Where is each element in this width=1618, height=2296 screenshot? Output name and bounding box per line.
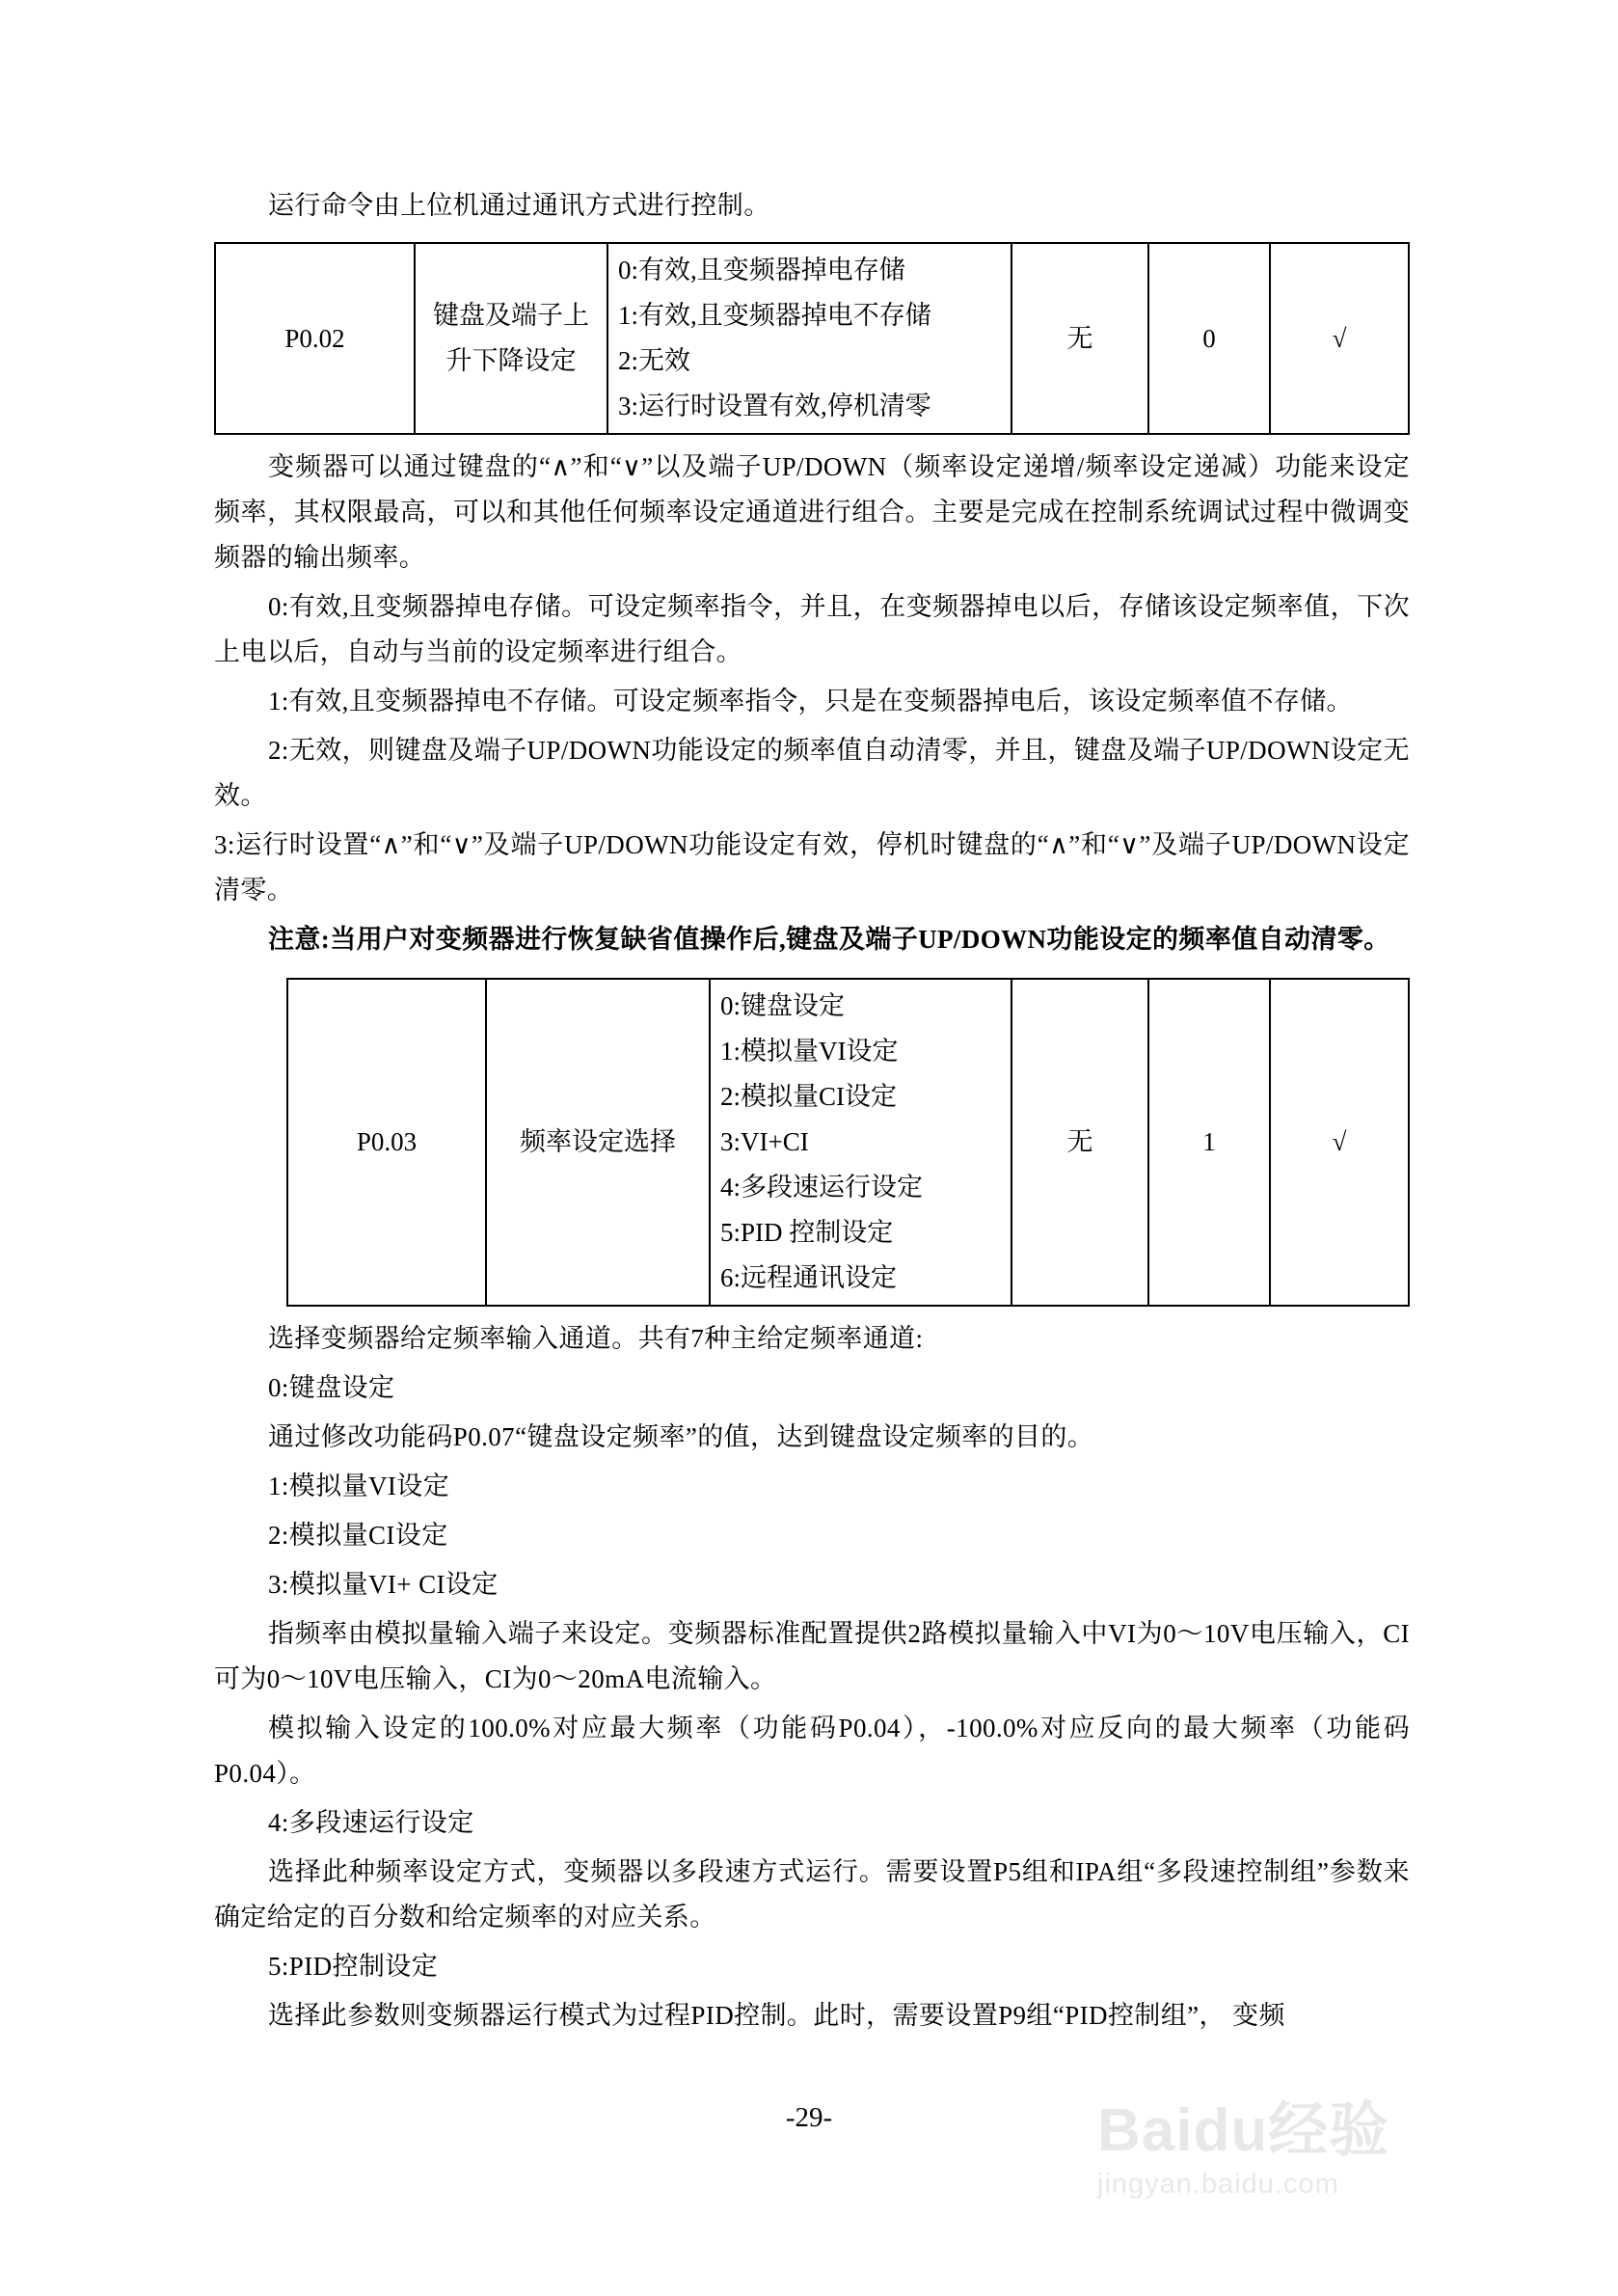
page-number: -29-	[785, 2102, 833, 2133]
param-name: 键盘及端子上升下降设定	[415, 243, 607, 434]
option-item: 1:有效,且变频器掉电不存储	[618, 301, 931, 330]
body-paragraph-5: 3:运行时设置“∧”和“∨”及端子UP/DOWN功能设定有效，停机时键盘的“∧”和“∨”及端子UP/DOWN设定清零。	[214, 830, 1410, 905]
body-paragraph-12: 3:模拟量VI+ CI设定	[268, 1570, 499, 1599]
param-unit: 无	[1011, 243, 1148, 434]
parameter-table-p0-02	[214, 242, 1410, 435]
body-paragraph-3: 1:有效,且变频器掉电不存储。可设定频率指令，只是在变频器掉电后，该设定频率值不存储。	[268, 687, 1353, 716]
param-unit: 无	[1011, 979, 1148, 1306]
body-paragraph-7: 选择变频器给定频率输入通道。共有7种主给定频率通道:	[268, 1324, 924, 1353]
body-paragraph-14: 模拟输入设定的100.0%对应最大频率（功能码P0.04），-100.0%对应反向的最大频率（功能码P0.04）。	[214, 1714, 1410, 1788]
parameter-table-wrapper	[214, 978, 1410, 1307]
option-item: 6:远程通讯设定	[720, 1263, 898, 1292]
option-item: 2:无效	[618, 346, 691, 375]
page-content	[214, 183, 1410, 2042]
body-paragraph-10: 1:模拟量VI设定	[268, 1472, 450, 1500]
param-default: 0	[1148, 243, 1270, 434]
body-paragraph-1: 变频器可以通过键盘的“∧”和“∨”以及端子UP/DOWN（频率设定递增/频率设定递减）功能来设定频率，其权限最高，可以和其他任何频率设定通道进行组合。主要是完成在控制系统调试过程中微调变频器的输出频率。	[214, 452, 1410, 572]
body-paragraph-15: 4:多段速运行设定	[268, 1808, 474, 1837]
table-row	[215, 243, 1409, 434]
option-item: 4:多段速运行设定	[720, 1173, 924, 1202]
parameter-table-p0-03	[286, 978, 1410, 1307]
body-paragraph-2: 0:有效,且变频器掉电存储。可设定频率指令，并且，在变频器掉电以后，存储该设定频率值，下次上电以后，自动与当前的设定频率进行组合。	[214, 592, 1410, 666]
option-item: 0:键盘设定	[720, 991, 846, 1020]
body-paragraph-13: 指频率由模拟量输入端子来设定。变频器标准配置提供2路模拟量输入中VI为0～10V电压输入，CI可为0～10V电压输入，CI为0～20mA电流输入。	[214, 1619, 1410, 1693]
body-paragraph-17: 5:PID控制设定	[268, 1952, 439, 1981]
param-options	[710, 979, 1011, 1306]
body-paragraph-16: 选择此种频率设定方式，变频器以多段速方式运行。需要设置P5组和IPA组“多段速控制组”参数来确定给定的百分数和给定频率的对应关系。	[214, 1857, 1410, 1931]
body-paragraph-18: 选择此参数则变频器运行模式为过程PID控制。此时，需要设置P9组“PID控制组”， 变频	[268, 2001, 1285, 2030]
param-options	[607, 243, 1011, 434]
watermark-main-text: Baidu经验	[1097, 2097, 1390, 2164]
intro-paragraph: 运行命令由上位机通过通讯方式进行控制。	[268, 191, 770, 220]
body-paragraph-11: 2:模拟量CI设定	[268, 1521, 448, 1550]
param-default: 1	[1148, 979, 1270, 1306]
option-item: 3:VI+CI	[720, 1127, 809, 1156]
param-code: P0.03	[287, 979, 486, 1306]
body-note: 注意:当用户对变频器进行恢复缺省值操作后,键盘及端子UP/DOWN功能设定的频率值自动清零。	[268, 925, 1390, 954]
watermark-sub-text: jingyan.baidu.com	[1097, 2169, 1339, 2200]
param-change-flag: √	[1270, 243, 1409, 434]
option-item: 5:PID 控制设定	[720, 1218, 894, 1247]
param-change-flag: √	[1270, 979, 1409, 1306]
table-row	[287, 979, 1409, 1306]
option-item: 0:有效,且变频器掉电存储	[618, 256, 905, 284]
body-paragraph-9: 通过修改功能码P0.07“键盘设定频率”的值，达到键盘设定频率的目的。	[268, 1422, 1094, 1451]
option-item: 3:运行时设置有效,停机清零	[618, 392, 931, 420]
param-name: 频率设定选择	[486, 979, 710, 1306]
body-paragraph-8: 0:键盘设定	[268, 1373, 395, 1402]
option-item: 1:模拟量VI设定	[720, 1037, 899, 1066]
param-code: P0.02	[215, 243, 415, 434]
option-item: 2:模拟量CI设定	[720, 1082, 898, 1111]
body-paragraph-4: 2:无效，则键盘及端子UP/DOWN功能设定的频率值自动清零，并且，键盘及端子UP/DOWN设定无效。	[214, 736, 1410, 810]
